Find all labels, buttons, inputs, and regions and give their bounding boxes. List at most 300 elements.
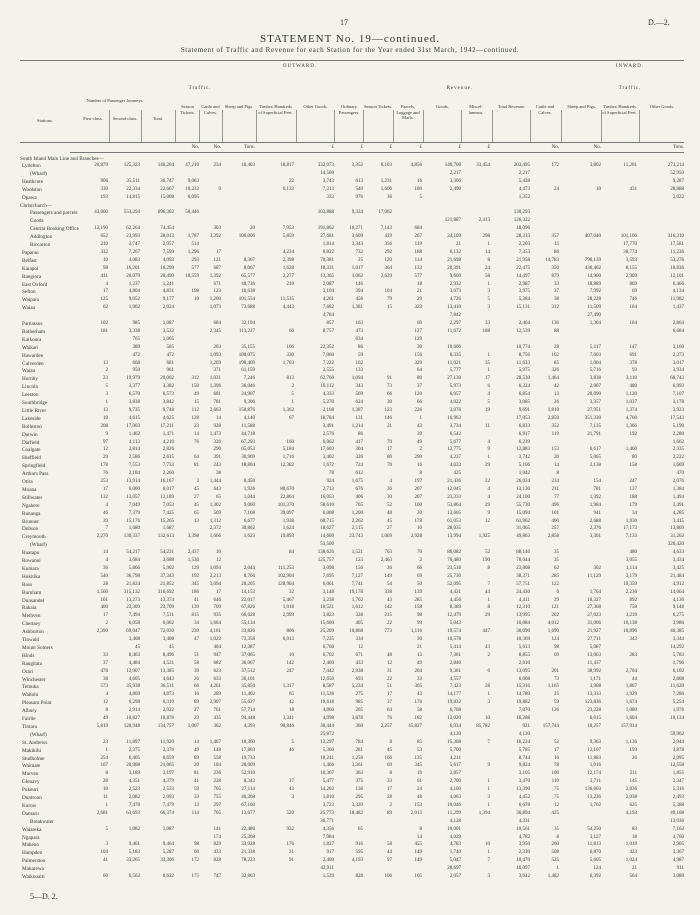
table-cell: 24,907 bbox=[241, 392, 255, 398]
table-cell: 3,491 bbox=[322, 423, 334, 429]
table-cell: 12,190 bbox=[94, 226, 108, 232]
table-cell: 101 bbox=[551, 510, 559, 516]
table-cell: 326 bbox=[213, 439, 221, 445]
table-cell: 16 bbox=[417, 178, 422, 184]
table-cell: 1,984 bbox=[589, 502, 601, 508]
table-cell: 48 bbox=[417, 795, 422, 801]
table-cell: 174 bbox=[213, 834, 221, 840]
table-cell: 6,062 bbox=[162, 621, 174, 627]
column-divider bbox=[296, 110, 297, 142]
table-cell: 22,486 bbox=[241, 826, 255, 832]
table-cell: 7,143 bbox=[380, 226, 392, 232]
table-cell: 5 bbox=[105, 826, 108, 832]
table-cell: 16,963 bbox=[447, 415, 461, 421]
table-cell: 4,760 bbox=[625, 415, 637, 421]
table-cell: 6,684 bbox=[672, 328, 684, 334]
table-cell: 2,115 bbox=[351, 526, 363, 532]
table-cell: 5 bbox=[487, 297, 490, 303]
table-cell: 2,372 bbox=[209, 526, 221, 532]
table-cell: 407,040 bbox=[584, 234, 601, 240]
table-cell: 139 bbox=[414, 589, 422, 595]
table-cell: 73 bbox=[387, 384, 392, 390]
table-cell: 1,606 bbox=[380, 186, 392, 192]
table-cell: 23,333 bbox=[447, 494, 461, 500]
table-cell: 2,533 bbox=[162, 787, 174, 793]
table-cell: 9,748 bbox=[162, 407, 174, 413]
table-cell: 758 bbox=[629, 605, 637, 611]
table-cell: 14,660 bbox=[320, 534, 334, 540]
table-cell: 146,204 bbox=[157, 163, 174, 168]
table-cell: 4,783 bbox=[449, 842, 461, 848]
table-cell: 79 bbox=[387, 297, 392, 303]
table-cell: 78 bbox=[554, 763, 559, 769]
table-cell: 27,023 bbox=[587, 613, 601, 619]
table-cell: 3,975 bbox=[518, 289, 530, 295]
table-cell: 3,017 bbox=[672, 360, 684, 366]
table-cell: 709 bbox=[213, 605, 221, 611]
table-cell: 3,320 bbox=[351, 802, 363, 808]
table-cell: 22 bbox=[387, 621, 392, 627]
table-cell: 1,171 bbox=[589, 676, 601, 682]
document-reference: D.—2. bbox=[648, 18, 670, 27]
table-cell: 19,979 bbox=[126, 376, 140, 382]
table-cell: 1,394 bbox=[478, 810, 490, 816]
table-cell: 1 bbox=[487, 787, 490, 793]
station-name: Belfast bbox=[22, 257, 37, 264]
table-cell: 6,570 bbox=[128, 392, 140, 398]
table-cell: 176 bbox=[414, 700, 422, 706]
passenger-journeys-header: Number of Passenger Journeys. bbox=[86, 98, 144, 103]
unit-marker: £ bbox=[419, 145, 422, 150]
table-cell: 1,539 bbox=[322, 874, 334, 880]
table-cell: 1,200 bbox=[209, 297, 221, 303]
station-name: Southbridge bbox=[22, 400, 48, 407]
table-cell: 69 bbox=[417, 321, 422, 327]
column-divider bbox=[222, 110, 223, 142]
table-cell: 5,287 bbox=[162, 850, 174, 856]
table-cell: 48 bbox=[387, 652, 392, 658]
table-cell: 133 bbox=[414, 265, 422, 271]
table-cell: 3,361 bbox=[351, 763, 363, 769]
station-name: Hampden bbox=[22, 850, 43, 857]
table-cell: 2,082 bbox=[128, 795, 140, 801]
table-cell: 3,684 bbox=[128, 558, 140, 564]
table-cell: 17 bbox=[554, 747, 559, 753]
table-cell: 121 bbox=[213, 257, 221, 263]
table-cell: 3,986 bbox=[672, 621, 684, 627]
table-cell: 289 bbox=[213, 692, 221, 698]
table-cell: 5,316 bbox=[672, 787, 684, 793]
table-cell: 3,470 bbox=[518, 779, 530, 785]
table-cell: 38 bbox=[216, 471, 221, 477]
table-cell: 3 bbox=[105, 392, 108, 398]
table-cell: 10,827 bbox=[126, 716, 140, 722]
revenue-section-label: Revenue. bbox=[446, 86, 474, 91]
table-cell: 46,385 bbox=[670, 629, 684, 635]
table-cell: 411 bbox=[100, 273, 108, 279]
table-cell: 55,730 bbox=[516, 502, 530, 508]
table-cell: 21,698 bbox=[447, 257, 461, 263]
table-cell: 4,856 bbox=[410, 163, 422, 168]
table-cell: 30 bbox=[417, 344, 422, 350]
table-cell: 26 bbox=[194, 676, 199, 682]
table-cell: 4 bbox=[105, 281, 108, 287]
table-cell: 8,103 bbox=[380, 163, 392, 168]
table-cell: 2,222 bbox=[672, 455, 684, 461]
table-cell: 1,362 bbox=[282, 407, 294, 413]
table-cell: 7,425 bbox=[162, 510, 174, 516]
table-cell: 6,934 bbox=[449, 723, 461, 729]
table-cell: 7,133 bbox=[625, 534, 637, 540]
unit-marker: No. bbox=[593, 145, 601, 150]
table-cell: 130,293 bbox=[513, 210, 530, 216]
table-cell: 1,019 bbox=[625, 842, 637, 848]
table-cell: 8 bbox=[389, 739, 392, 745]
table-cell: 28 bbox=[387, 795, 392, 801]
table-cell: 5,438 bbox=[518, 178, 530, 184]
table-cell: 1,703 bbox=[282, 360, 294, 366]
table-cell: 569 bbox=[355, 392, 363, 398]
table-cell: 11,236 bbox=[670, 249, 684, 255]
station-name: Ross bbox=[22, 581, 33, 588]
table-cell: 57,751 bbox=[516, 581, 530, 587]
table-cell: 3,179 bbox=[625, 573, 637, 579]
table-cell: 51 bbox=[387, 684, 392, 690]
footer-reference: 5—D. 2. bbox=[30, 892, 58, 901]
table-cell: 65,577 bbox=[241, 273, 255, 279]
table-cell: 81 bbox=[194, 771, 199, 777]
table-cell: 172 bbox=[551, 163, 559, 168]
station-name: Ngapara bbox=[22, 834, 40, 841]
column-divider bbox=[199, 110, 200, 142]
table-cell: 36,101 bbox=[241, 676, 255, 682]
table-cell: 191,862 bbox=[317, 226, 334, 232]
table-cell: 6,058 bbox=[128, 621, 140, 627]
table-cell: 31,262 bbox=[670, 534, 684, 540]
table-cell: 37 bbox=[289, 779, 294, 785]
table-cell: 3,688 bbox=[162, 558, 174, 564]
table-cell: 784 bbox=[355, 739, 363, 745]
table-cell: 4,113 bbox=[128, 439, 140, 445]
table-cell: 1,093 bbox=[209, 352, 221, 358]
table-cell: 8 bbox=[389, 771, 392, 777]
table-cell: 1,082 bbox=[128, 826, 140, 832]
station-name: Addington bbox=[30, 234, 53, 241]
table-cell: 37,343 bbox=[160, 573, 174, 579]
column-header-second: Second-class. bbox=[112, 116, 138, 121]
station-name: Hornby bbox=[22, 376, 38, 383]
table-cell: 470 bbox=[676, 471, 684, 477]
unit-marker: Tons. bbox=[244, 145, 255, 150]
table-cell: 5,190 bbox=[672, 423, 684, 429]
table-cell: 33 bbox=[103, 652, 108, 658]
table-cell: 6,622 bbox=[162, 874, 174, 880]
table-cell: 28,013 bbox=[160, 234, 174, 240]
table-cell: 8,450 bbox=[243, 479, 255, 485]
table-cell: 14 bbox=[417, 834, 422, 840]
column-header-in-timber: Timber, Hundreds of Superficial Feet. bbox=[602, 104, 637, 115]
table-cell: 13,189 bbox=[160, 494, 174, 500]
table-cell: 126,322 bbox=[513, 218, 530, 224]
column-divider bbox=[256, 110, 257, 142]
table-cell: 70,381 bbox=[320, 257, 334, 263]
table-cell: 58 bbox=[194, 660, 199, 666]
table-cell: 150,876 bbox=[238, 407, 255, 413]
table-cell: 37,065 bbox=[241, 652, 255, 658]
table-cell: 112 bbox=[191, 407, 199, 413]
table-cell: 157,914 bbox=[620, 723, 637, 729]
table-cell: 18,817 bbox=[280, 163, 294, 168]
table-cell: 315,132 bbox=[123, 589, 140, 595]
table-cell: 3,609 bbox=[351, 234, 363, 240]
station-name: Kaiapoi bbox=[22, 265, 39, 272]
table-cell: 4,411 bbox=[518, 597, 530, 603]
table-cell: 201 bbox=[551, 668, 559, 674]
table-cell: 676 bbox=[355, 486, 363, 492]
table-cell: 6,239 bbox=[518, 439, 530, 445]
table-cell: 3 bbox=[487, 305, 490, 311]
table-cell: 2 bbox=[389, 802, 392, 808]
table-cell: 62,264 bbox=[126, 226, 140, 232]
table-cell: 111,253 bbox=[278, 565, 294, 571]
table-cell: 3,382 bbox=[162, 384, 174, 390]
table-cell: 46,368 bbox=[241, 795, 255, 801]
table-cell: 2,375 bbox=[128, 747, 140, 753]
table-cell: 514 bbox=[191, 242, 199, 247]
table-cell: 11 bbox=[485, 423, 490, 429]
table-cell: 4,998 bbox=[322, 716, 334, 722]
table-cell: 7,313 bbox=[322, 186, 334, 192]
table-cell: 7 bbox=[105, 526, 108, 532]
table-cell: 3,055 bbox=[625, 558, 637, 564]
table-cell: 27 bbox=[194, 494, 199, 500]
table-cell: 69,047 bbox=[126, 629, 140, 635]
table-cell: 10,307 bbox=[320, 771, 334, 777]
table-cell: 4,521 bbox=[162, 660, 174, 666]
table-cell: 2,857 bbox=[449, 771, 461, 777]
table-cell: 283 bbox=[629, 652, 637, 658]
table-cell: 166 bbox=[384, 755, 392, 761]
table-cell: 1,044 bbox=[243, 494, 255, 500]
table-cell: 62 bbox=[103, 305, 108, 311]
table-cell: 7,992 bbox=[589, 289, 601, 295]
table-cell: 3,357 bbox=[589, 400, 601, 406]
table-cell: 52 bbox=[554, 739, 559, 745]
table-cell: 1 bbox=[105, 400, 108, 406]
table-cell: 1,200 bbox=[351, 510, 363, 516]
table-cell: 633 bbox=[213, 676, 221, 682]
table-cell: 4,234 bbox=[282, 249, 294, 255]
table-cell: 59 bbox=[358, 352, 363, 358]
table-cell: 2,280 bbox=[672, 431, 684, 437]
table-cell: 23,993 bbox=[126, 234, 140, 240]
table-cell: 13 bbox=[103, 407, 108, 413]
table-cell: 2,639 bbox=[380, 273, 392, 279]
table-cell: 3,105 bbox=[518, 771, 530, 777]
table-cell: 145 bbox=[629, 779, 637, 785]
table-cell: 35,155 bbox=[241, 344, 255, 350]
station-name: Culverden bbox=[22, 360, 44, 367]
table-cell: 12 bbox=[358, 644, 363, 650]
station-name: Burnham bbox=[22, 589, 42, 596]
station-name: Glenavy bbox=[22, 779, 40, 786]
table-cell: 38 bbox=[554, 297, 559, 303]
table-cell: 9,063 bbox=[187, 178, 199, 184]
table-cell: 1,437 bbox=[672, 305, 684, 311]
table-cell: 1,444 bbox=[209, 479, 221, 485]
table-cell: 10,559 bbox=[185, 273, 199, 279]
table-cell: 13 bbox=[417, 652, 422, 658]
table-cell: 2,907 bbox=[209, 700, 221, 706]
table-cell: 806 bbox=[286, 629, 294, 635]
table-cell: 23 bbox=[194, 423, 199, 429]
table-cell: 2,213 bbox=[209, 573, 221, 579]
table-cell: 21 bbox=[387, 423, 392, 429]
table-cell: 22,864 bbox=[280, 494, 294, 500]
table-cell: 472 bbox=[132, 352, 140, 358]
table-cell: 417 bbox=[355, 439, 363, 445]
table-cell: 60,715 bbox=[320, 518, 334, 524]
table-cell: 226 bbox=[414, 407, 422, 413]
station-name: Kaikoura bbox=[22, 336, 42, 343]
table-cell: 352 bbox=[551, 423, 559, 429]
table-cell: 573 bbox=[100, 684, 108, 690]
table-cell: 13,605 bbox=[447, 510, 461, 516]
table-cell: 192 bbox=[629, 431, 637, 437]
table-cell: 267 bbox=[414, 234, 422, 240]
table-cell: 36 bbox=[103, 565, 108, 571]
table-cell: 9,461 bbox=[128, 842, 140, 848]
table-cell: 613 bbox=[355, 178, 363, 184]
table-cell: 1,296 bbox=[187, 249, 199, 255]
station-name: Rolleston bbox=[22, 423, 42, 430]
table-cell: 2,836 bbox=[625, 787, 637, 793]
table-cell: 19,618 bbox=[320, 700, 334, 706]
table-cell: 4,643 bbox=[162, 676, 174, 682]
table-cell: 3,923 bbox=[672, 407, 684, 413]
table-cell: 4,261 bbox=[209, 684, 221, 690]
table-cell: 1,062 bbox=[351, 273, 363, 279]
station-name: Dunsandel bbox=[22, 597, 45, 604]
table-cell: 210 bbox=[100, 242, 108, 247]
station-name: Kurow bbox=[22, 802, 37, 809]
statement-subtitle: Statement of Traffic and Revenue for each Station for the Year ended 31st March, 1942—continued. bbox=[180, 46, 520, 54]
table-cell: 23,228 bbox=[587, 708, 601, 714]
table-cell: 257 bbox=[551, 526, 559, 532]
station-name: Palmerston bbox=[22, 858, 46, 865]
table-cell: 1,304 bbox=[589, 321, 601, 327]
table-cell: 53 bbox=[417, 747, 422, 753]
table-cell: 65,053 bbox=[241, 447, 255, 453]
table-cell: 1,926 bbox=[243, 486, 255, 492]
table-cell: 43,000 bbox=[94, 210, 108, 216]
table-cell: 36,894 bbox=[516, 810, 530, 816]
table-cell: 58 bbox=[485, 273, 490, 279]
table-cell: 4,987 bbox=[672, 858, 684, 864]
table-cell: 28,228 bbox=[587, 297, 601, 303]
table-cell: 1,930 bbox=[625, 518, 637, 524]
table-cell: 10 bbox=[103, 415, 108, 421]
table-cell: 10,233 bbox=[185, 186, 199, 192]
table-cell: 14,064 bbox=[670, 589, 684, 595]
table-cell: 7,108 bbox=[243, 510, 255, 516]
table-cell: 1,612 bbox=[351, 605, 363, 611]
table-cell: 3,343 bbox=[351, 242, 363, 247]
table-cell: 6,008 bbox=[518, 676, 530, 682]
station-name: Sefton bbox=[22, 289, 36, 296]
table-cell: 18 bbox=[417, 281, 422, 287]
table-cell: 425 bbox=[551, 810, 559, 816]
inward-section-label: INWARD. bbox=[615, 64, 645, 69]
table-cell: 1,560 bbox=[96, 589, 108, 595]
table-cell: 99 bbox=[417, 621, 422, 627]
table-cell: 612 bbox=[355, 471, 363, 477]
table-cell: 35,850 bbox=[241, 684, 255, 690]
table-cell: 65 bbox=[194, 510, 199, 516]
table-cell: 19,178 bbox=[349, 589, 363, 595]
table-cell: 4,912 bbox=[672, 581, 684, 587]
table-cell: 21 bbox=[417, 644, 422, 650]
table-cell: 5,783 bbox=[672, 652, 684, 658]
table-cell: 1,312 bbox=[209, 518, 221, 524]
station-name: Stillwater bbox=[22, 494, 43, 501]
table-cell: 49,863 bbox=[516, 534, 530, 540]
table-cell: 4,605 bbox=[128, 676, 140, 682]
station-name: Kumara bbox=[22, 565, 39, 572]
table-cell: 132 bbox=[100, 494, 108, 500]
table-cell: 7,267 bbox=[128, 249, 140, 255]
table-cell: 7,953 bbox=[282, 226, 294, 232]
table-cell: 1,069 bbox=[380, 534, 392, 540]
table-cell: 3,408 bbox=[128, 637, 140, 643]
table-cell: 37 bbox=[103, 660, 108, 666]
table-cell: 137 bbox=[629, 486, 637, 492]
table-cell: 472 bbox=[166, 352, 174, 358]
table-cell: 2,840 bbox=[449, 660, 461, 666]
table-cell: 24,100 bbox=[516, 494, 530, 500]
table-cell: 2,390 bbox=[96, 629, 108, 635]
table-cell: 59 bbox=[194, 787, 199, 793]
table-cell: 525 bbox=[551, 858, 559, 864]
table-cell: 1,482 bbox=[547, 874, 559, 880]
table-cell: 356 bbox=[384, 242, 392, 247]
table-cell: 798,139 bbox=[584, 257, 601, 263]
table-cell: 8 bbox=[487, 605, 490, 611]
table-cell: 350 bbox=[551, 265, 559, 271]
station-name: (Wharf) bbox=[30, 542, 47, 549]
table-cell: 45 bbox=[194, 486, 199, 492]
table-cell: 21 bbox=[417, 289, 422, 295]
table-cell: 17,770 bbox=[623, 242, 637, 247]
table-cell: 103,888 bbox=[317, 210, 334, 216]
table-cell: 2 bbox=[419, 558, 422, 564]
table-cell: 1,392 bbox=[589, 494, 601, 500]
station-name: Albury bbox=[22, 708, 37, 715]
table-cell: 13,995 bbox=[516, 613, 530, 619]
table-cell: 6 bbox=[556, 589, 559, 595]
table-cell: 4,831 bbox=[162, 289, 174, 295]
table-cell: 53,276 bbox=[670, 257, 684, 263]
table-cell: 10 bbox=[103, 257, 108, 263]
table-cell: 11,620 bbox=[670, 684, 684, 690]
table-cell: 110 bbox=[551, 779, 559, 785]
table-cell: 12 bbox=[554, 802, 559, 808]
table-cell: 1,017 bbox=[351, 265, 363, 271]
table-cell: 11 bbox=[103, 795, 108, 801]
table-cell: 1 bbox=[487, 802, 490, 808]
table-cell: 20 bbox=[194, 763, 199, 769]
table-cell: 1 bbox=[487, 692, 490, 698]
